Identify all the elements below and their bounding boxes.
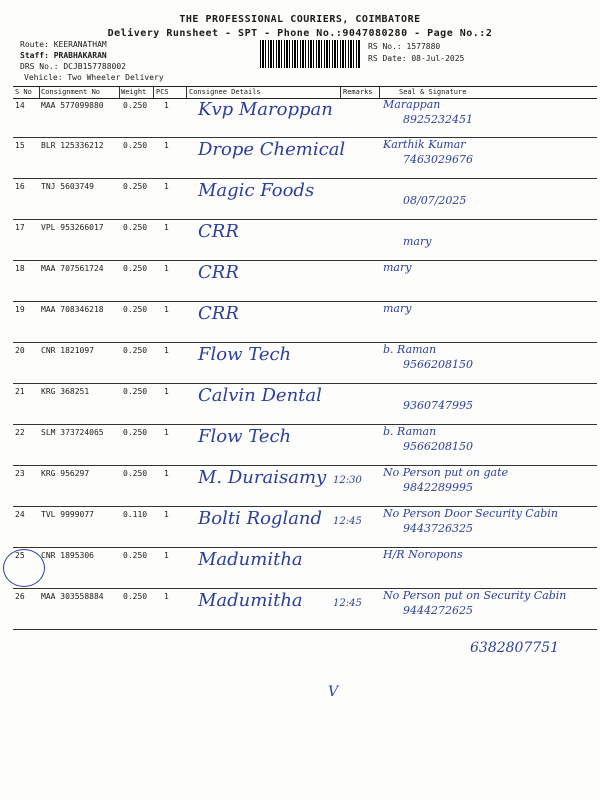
cell-sno: 22 [15, 428, 25, 437]
cell-signature-line1: H/R Noropons [383, 548, 463, 561]
cell-sno: 15 [15, 141, 25, 150]
rs-date-label: RS Date: 08-Jul-2025 [368, 54, 465, 63]
staff-label: Staff: PRABHAKARAN [20, 51, 107, 60]
cell-remark: 12:45 [333, 598, 362, 609]
cell-signature-line1: mary [383, 302, 412, 315]
cell-sno: 23 [15, 469, 25, 478]
cell-signature-line1: Marappan [383, 98, 441, 111]
cell-sno: 25 [15, 551, 25, 560]
table-row [13, 97, 597, 138]
table-row [13, 588, 597, 630]
cell-weight: 0.110 [123, 510, 148, 519]
table-row [13, 137, 597, 179]
route-label: Route: KEERANATHAM [20, 40, 107, 49]
rs-no-label: RS No.: 1577880 [368, 42, 441, 51]
cell-pcs: 1 [164, 510, 169, 519]
footer-phone-note: 6382807751 [470, 640, 560, 656]
cell-pcs: 1 [164, 592, 169, 601]
cell-weight: 0.250 [123, 182, 148, 191]
cell-weight: 0.250 [123, 551, 148, 560]
cell-consignee: Drope Chemical [198, 139, 346, 160]
cell-consignment: TVL 9999077 [41, 510, 94, 519]
table-row [13, 178, 597, 220]
cell-consignment: KRG 368251 [41, 387, 90, 396]
cell-weight: 0.250 [123, 469, 148, 478]
cell-weight: 0.250 [123, 428, 148, 437]
cell-pcs: 1 [164, 346, 169, 355]
bottom-check-mark: V [328, 684, 339, 700]
cell-signature-line1: No Person Door Security Cabin [383, 507, 558, 520]
cell-sno: 26 [15, 592, 25, 601]
cell-consignee: CRR [198, 221, 239, 242]
table-row [13, 424, 597, 466]
cell-pcs: 1 [164, 305, 169, 314]
cell-signature-line2: 9443726325 [403, 522, 473, 535]
col-seal: Seal & Signature [399, 88, 467, 96]
cell-sno: 20 [15, 346, 25, 355]
cell-consignment: TNJ 5603749 [41, 182, 94, 191]
cell-weight: 0.250 [123, 592, 148, 601]
col-remarks: Remarks [343, 88, 373, 96]
cell-signature-line2: 08/07/2025 [403, 194, 467, 207]
cell-signature-line2: 9566208150 [403, 440, 473, 453]
cell-signature-line2: 9360747995 [403, 399, 473, 412]
cell-signature-line1: mary [383, 261, 412, 274]
cell-consignee: CRR [198, 303, 239, 324]
cell-weight: 0.250 [123, 346, 148, 355]
col-pcs: PCS [156, 88, 169, 96]
cell-signature-line2: mary [403, 235, 432, 248]
col-consignment: Consignment No [41, 88, 101, 96]
cell-remark: 12:30 [333, 475, 362, 486]
cell-consignment: CNR 1821097 [41, 346, 94, 355]
cell-sno: 16 [15, 182, 25, 191]
vehicle-label: Vehicle: Two Wheeler Delivery [24, 73, 164, 82]
table-row [13, 383, 597, 425]
barcode [260, 40, 360, 68]
col-consignee: Consignee Details [189, 88, 261, 96]
cell-consignment: MAA 708346218 [41, 305, 104, 314]
table-row [13, 342, 597, 384]
cell-consignment: MAA 707561724 [41, 264, 104, 273]
table-row [13, 260, 597, 302]
drs-label: DRS No.: DCJB157788002 [20, 62, 126, 71]
col-weight: Weight [121, 88, 147, 96]
cell-consignment: MAA 577099880 [41, 101, 104, 110]
cell-weight: 0.250 [123, 141, 148, 150]
cell-consignee: Flow Tech [198, 344, 292, 365]
col-sno: S No [15, 88, 32, 96]
cell-signature-line1: No Person put on gate [383, 466, 509, 479]
cell-pcs: 1 [164, 387, 169, 396]
cell-consignee: Bolti Rogland [198, 508, 323, 529]
runsheet-title: THE PROFESSIONAL COURIERS, COIMBATORE [179, 14, 421, 25]
cell-consignment: VPL 953266017 [41, 223, 104, 232]
cell-pcs: 1 [164, 223, 169, 232]
table-row [13, 506, 597, 548]
cell-consignee: M. Duraisamy [198, 467, 327, 488]
cell-consignee: Madumitha [198, 590, 303, 611]
cell-weight: 0.250 [123, 264, 148, 273]
cell-weight: 0.250 [123, 223, 148, 232]
cell-consignment: CNR 1895306 [41, 551, 94, 560]
cell-sno: 24 [15, 510, 25, 519]
cell-consignee: Kvp Maroppan [198, 99, 333, 120]
cell-weight: 0.250 [123, 101, 148, 110]
table-row [13, 547, 597, 589]
cell-pcs: 1 [164, 469, 169, 478]
table-row [13, 301, 597, 343]
cell-signature-line1: b. Raman [383, 425, 437, 438]
row-25-circle-mark [3, 549, 45, 587]
cell-signature-line1: No Person put on Security Cabin [383, 589, 567, 602]
cell-consignment: KRG 956297 [41, 469, 90, 478]
cell-signature-line1: b. Raman [383, 343, 437, 356]
cell-weight: 0.250 [123, 387, 148, 396]
cell-consignee: Calvin Dental [198, 385, 322, 406]
cell-consignment: SLM 373724065 [41, 428, 104, 437]
cell-signature-line1: Karthik Kumar [383, 138, 466, 151]
cell-signature-line2: 9566208150 [403, 358, 473, 371]
cell-consignee: CRR [198, 262, 239, 283]
cell-pcs: 1 [164, 264, 169, 273]
cell-sno: 19 [15, 305, 25, 314]
cell-signature-line2: 8925232451 [403, 113, 473, 126]
cell-pcs: 1 [164, 141, 169, 150]
cell-pcs: 1 [164, 182, 169, 191]
cell-remark: 12:45 [333, 516, 362, 527]
cell-consignee: Magic Foods [198, 180, 315, 201]
cell-consignee: Madumitha [198, 549, 303, 570]
cell-consignee: Flow Tech [198, 426, 292, 447]
cell-consignment: BLR 125336212 [41, 141, 104, 150]
cell-signature-line2: 9444272625 [403, 604, 473, 617]
cell-sno: 18 [15, 264, 25, 273]
cell-pcs: 1 [164, 551, 169, 560]
cell-pcs: 1 [164, 101, 169, 110]
table-row [13, 465, 597, 507]
cell-signature-line2: 7463029676 [403, 153, 473, 166]
cell-sno: 14 [15, 101, 25, 110]
cell-weight: 0.250 [123, 305, 148, 314]
cell-sno: 17 [15, 223, 25, 232]
table-row [13, 219, 597, 261]
cell-pcs: 1 [164, 428, 169, 437]
cell-signature-line2: 9842289995 [403, 481, 473, 494]
runsheet-subtitle: Delivery Runsheet - SPT - Phone No.:9047080280 - Page No.:2 [107, 28, 493, 39]
cell-sno: 21 [15, 387, 25, 396]
cell-consignment: MAA 303558884 [41, 592, 104, 601]
